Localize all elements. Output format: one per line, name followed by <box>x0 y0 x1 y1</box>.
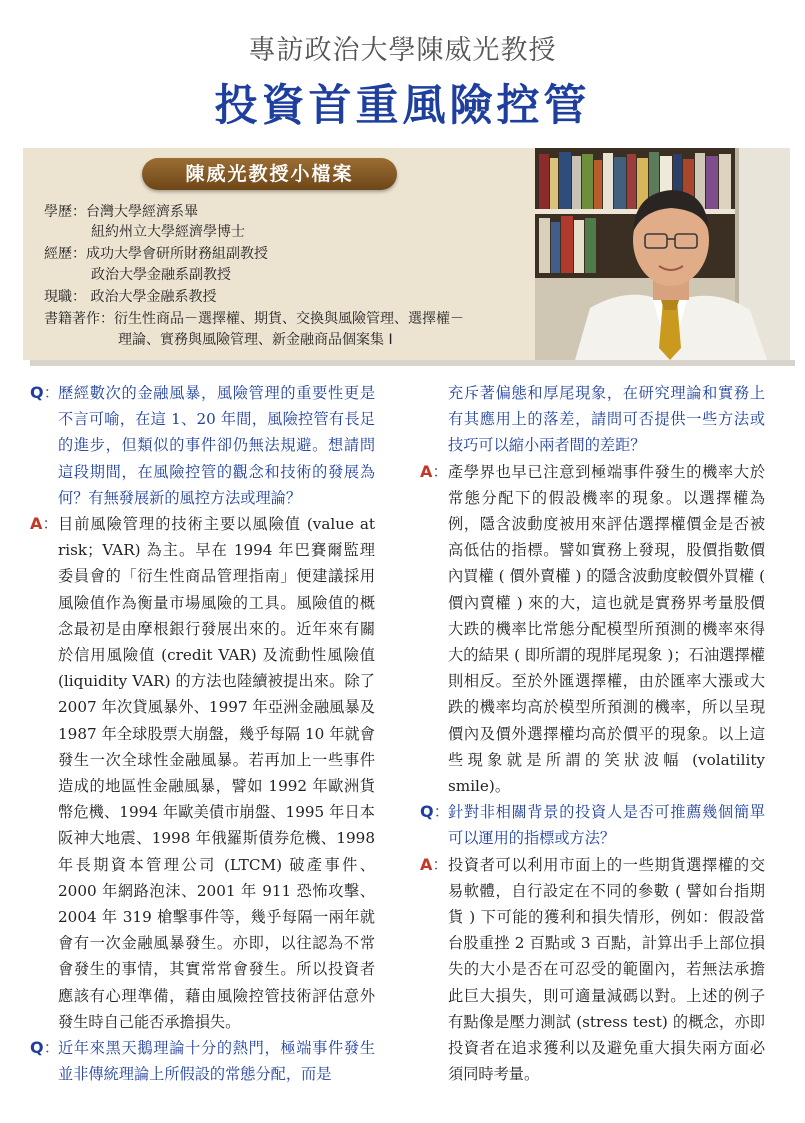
right-column <box>420 380 765 1087</box>
profile-books-line-1: 書籍著作：衍生性商品－選擇權、期貨、交換與風險管理、選擇權－ <box>44 311 464 327</box>
question-2-text-part-1: 近年來黑天鵝理論十分的熱門，極端事件發生並非傳統理論上所假設的常態分配，而是 <box>58 1039 375 1084</box>
professor-photo <box>535 148 790 360</box>
profile-education-line-1: 學歷：台灣大學經濟系畢 <box>44 204 198 220</box>
answer-3-text: 投資者可以利用市面上的一些期貨選擇權的交易軟體，自行設定在不同的參數 ( 譬如台指期貨 ) 下可能的獲利和損失情形，例如：假設當台股重挫 2 百點或 3 百點，計算出手上部位損失的大小是否在可忍受的範圍內，若無法承擔此巨大損失，則可適量減碼以對。上述的例子有點像是壓力測試 (stress test) 的概念，亦即投資者在追求獲利以及避免重大損失兩方面必須同時考量。 <box>448 855 765 1084</box>
question-2 <box>30 1035 375 1087</box>
profile-experience-line-1: 經歷：成功大學會研所財務組副教授 <box>44 246 268 262</box>
answer-marker: A： <box>420 854 449 874</box>
question-marker: Q： <box>420 802 450 822</box>
profile-badge: 陳威光教授小檔案 <box>142 158 397 190</box>
question-1 <box>30 380 375 511</box>
question-marker: Q： <box>30 1038 60 1058</box>
answer-1 <box>30 511 375 1035</box>
answer-2 <box>420 459 765 800</box>
question-1-text: 歷經數次的金融風暴，風險管理的重要性更是不言可喻，在這 1、20 年間，風險控管有長足的進步，但類似的事件卻仍無法規避。想請問這段期間，在風險控管的觀念和技術的發展為何？有無發展新的風控方法或理論？ <box>58 384 375 507</box>
profile-education-line-2: 紐約州立大學經濟學博士 <box>91 224 245 240</box>
question-3-text: 針對非相關背景的投資人是否可推薦幾個簡單可以運用的指標或方法？ <box>448 803 765 848</box>
left-column <box>30 380 375 1087</box>
article-title: 投資首重風險控管 <box>214 81 591 131</box>
answer-marker: A： <box>30 514 59 534</box>
article-subtitle: 專訪政治大學陳威光教授 <box>248 35 557 66</box>
answer-3 <box>420 852 765 1088</box>
answer-2-text: 產學界也早已注意到極端事件發生的機率大於常態分配下的假設機率的現象。以選擇權為例，隱含波動度被用來評估選擇權價金是否被高低估的指標。譬如實務上發現，股價指數價內買權 ( 價外賣權 ) 的隱含波動度較價外買權 ( 價內賣權 ) 來的大，這也就是實務界考量股價大跌的機率比常態分配模型所預測的機率來得大的結果 ( 即所謂的現胖尾現象 )；石油選擇權則相反。至於外匯選擇權，由於匯率大漲或大跌的機率均高於模型所預測的機率，所以呈現價內及價外選擇權均高於價平的現象。以上這些現象就是所謂的笑狀波幅 (volatility smile)。 <box>448 462 765 796</box>
profile-shadow <box>30 360 795 366</box>
profile-position-line: 現職： 政治大學金融系教授 <box>44 289 217 305</box>
question-3 <box>420 799 765 851</box>
question-2-text-part-2: 充斥著偏態和厚尾現象，在研究理論和實務上有其應用上的落差，請問可否提供一些方法或技巧可以縮小兩者間的差距？ <box>448 384 765 455</box>
question-marker: Q： <box>30 383 60 402</box>
profile-books-line-2: 理論、實務與風險管理、新金融商品個案集 I <box>118 332 393 348</box>
answer-1-text: 目前風險管理的技術主要以風險值 (value at risk；VAR) 為主。早在 1994 年巴賽爾監理委員會的「衍生性商品管理指南」便建議採用風險值作為衡量市場風險的工具。風險值的概念最初是由摩根銀行發展出來的。近年來有關於信用風險值 (credit VAR) 及流動性風險值 (liquidity VAR) 的方法也陸續被提出來。除了 2007 年次貸風暴外、1997 年亞洲金融風暴及 1987 年全球股票大崩盤，幾乎每隔 10 年就會發生一次全球性金融風暴。若再加上一些事件造成的地區性金融風暴，譬如 1992 年歐洲貨幣危機、1994 年歐美債市崩盤、1995 年日本阪神大地震、1998 年俄羅斯債券危機、1998 年長期資本管理公司 (LTCM) 破產事件、2000 年網路泡沫、2001 年 911 恐怖攻擊、2004 年 319 槍擊事件等，幾乎每隔一兩年就會有一次金融風暴發生。亦即，以往認為不常會發生的事情，其實常常會發生。所以投資者應該有心理準備，藉由風險控管技術評估意外發生時自己能否承擔損失。 <box>58 515 375 1031</box>
professor-photo-illustration <box>535 148 790 360</box>
answer-marker: A： <box>420 461 449 481</box>
profile-experience-line-2: 政治大學金融系副教授 <box>91 267 231 283</box>
